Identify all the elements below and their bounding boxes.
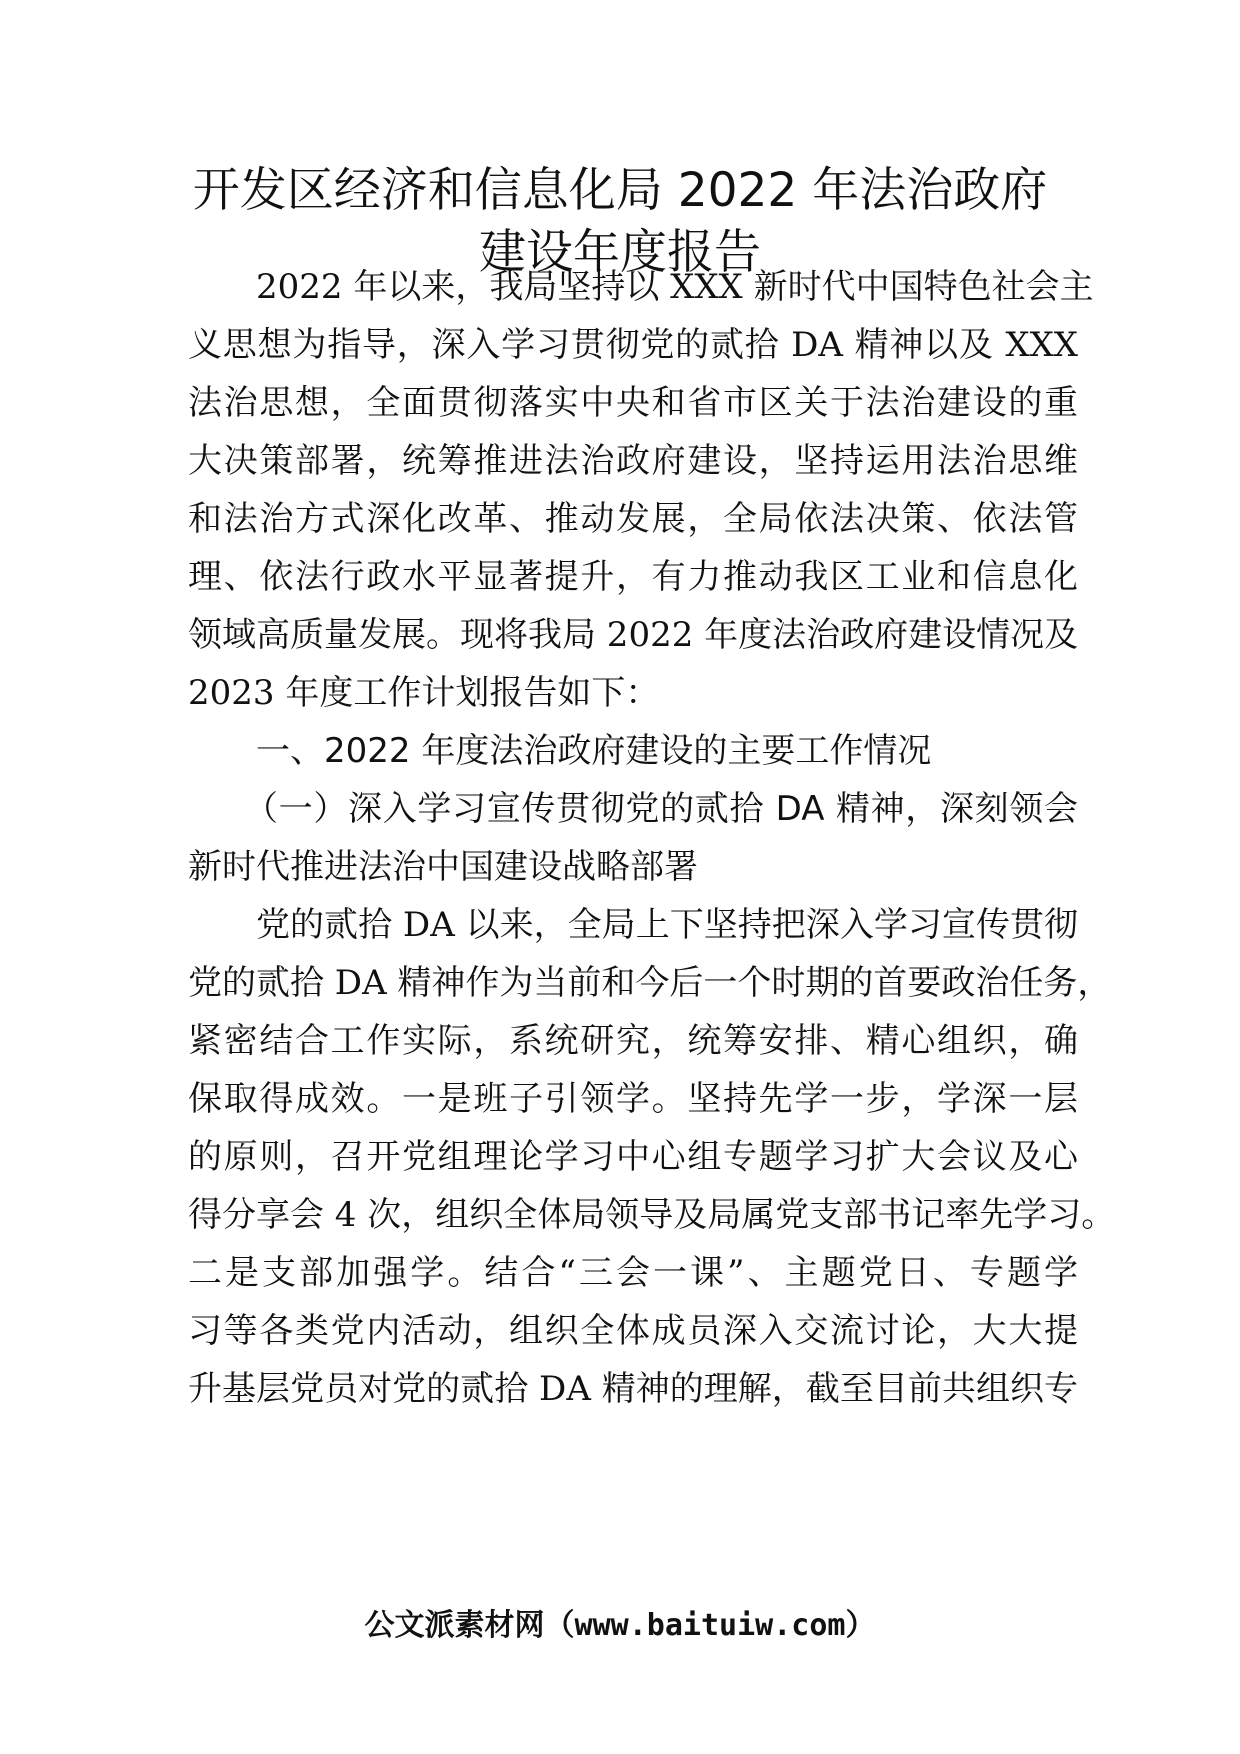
intro-line-2: 义思想为指导，深入学习贯彻党的贰拾 DA 精神以及 XXX	[188, 325, 1078, 365]
intro-line-7: 领域高质量发展。现将我局 2022 年度法治政府建设情况及	[188, 615, 1079, 655]
body-line-6: 得分享会 4 次，组织全体局领导及局属党支部书记率先学习。	[188, 1195, 1116, 1235]
subsection-heading-line-1: （一）深入学习宣传贯彻党的贰拾 DA 精神，深刻领会	[244, 789, 1078, 829]
intro-line-4: 大决策部署，统筹推进法治政府建设，坚持运用法治思维	[188, 441, 1078, 481]
body-line-8: 习等各类党内活动，组织全体成员深入交流讨论，大大提	[188, 1311, 1078, 1351]
document-title-line-2: 建设年度报告	[479, 225, 761, 280]
body-line-1: 党的贰拾 DA 以来，全局上下坚持把深入学习宣传贯彻	[256, 905, 1078, 945]
intro-line-6: 理、依法行政水平显著提升，有力推动我区工业和信息化	[188, 557, 1078, 597]
body-line-2: 党的贰拾 DA 精神作为当前和今后一个时期的首要政治任务，	[188, 963, 1112, 1003]
body-line-5: 的原则，召开党组理论学习中心组专题学习扩大会议及心	[188, 1137, 1078, 1177]
intro-line-3: 法治思想，全面贯彻落实中央和省市区关于法治建设的重	[188, 383, 1078, 423]
body-line-9: 升基层党员对党的贰拾 DA 精神的理解，截至目前共组织专	[188, 1369, 1078, 1409]
intro-line-5: 和法治方式深化改革、推动发展，全局依法决策、依法管	[188, 499, 1078, 539]
body-line-7: 二是支部加强学。结合“三会一课”、主题党日、专题学	[188, 1253, 1078, 1293]
subsection-heading-line-2: 新时代推进法治中国建设战略部署	[188, 847, 698, 887]
body-line-4: 保取得成效。一是班子引领学。坚持先学一步，学深一层	[188, 1079, 1078, 1119]
document-title-line-1: 开发区经济和信息化局 2022 年法治政府	[192, 163, 1048, 218]
section-heading-1: 一、2022 年度法治政府建设的主要工作情况	[256, 731, 932, 771]
intro-line-8: 2023 年度工作计划报告如下：	[188, 673, 660, 713]
watermark-footer: 公文派素材网（www.baituiw.com）	[364, 1608, 876, 1643]
intro-line-1: 2022 年以来，我局坚持以 XXX 新时代中国特色社会主	[256, 267, 1094, 307]
body-line-3: 紧密结合工作实际，系统研究，统筹安排、精心组织，确	[188, 1021, 1078, 1061]
